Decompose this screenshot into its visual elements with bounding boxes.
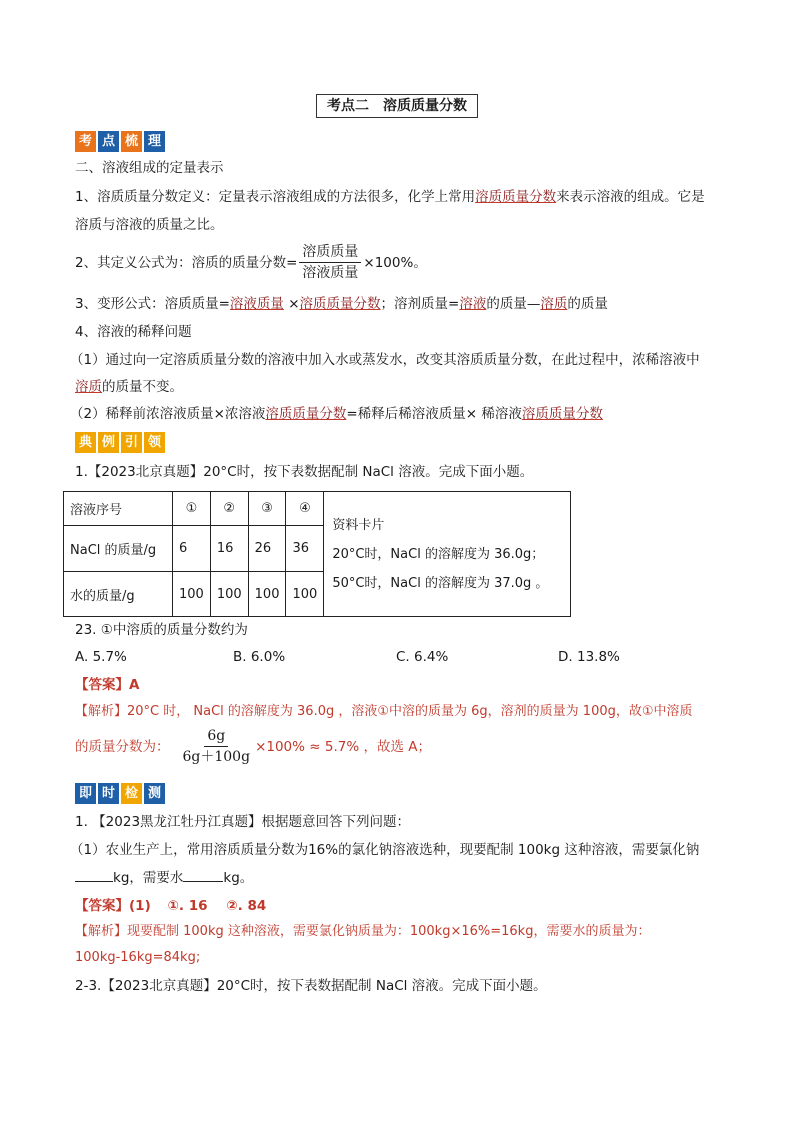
table-cell: 100 [286,572,324,617]
section-heading: 二、溶液组成的定量表示 [75,160,224,176]
paragraph-6: （2）稀释前浓溶液质量×浓溶液溶质质量分数=稀释后稀溶液质量× 稀溶液溶质质量分数 [70,406,603,422]
analysis-fraction: $\frac{6g}{6g+100g}$ [182,728,251,765]
option-a: A. 5.7% [75,649,127,665]
info-card-line: 20°C时，NaCl 的溶解度为 36.0g； [332,546,545,562]
paragraph-5-cont: 溶质的质量不变。 [75,379,183,395]
option-b: B. 6.0% [233,649,286,665]
paragraph-3: 3、变形公式：溶质质量=溶液质量 ×溶质质量分数；溶剂质量=溶液的质量—溶质的质量 [75,296,608,312]
badge-char: 考 [75,131,96,152]
section-badge-kaodian [75,131,165,152]
table-header-cell: ③ [248,492,286,526]
table-cell: 100 [248,572,286,617]
answer-blank[interactable] [183,881,223,882]
table-header-cell: 溶液序号 [64,492,173,526]
answer-1: 【答案】A [75,677,140,693]
table-cell: 26 [248,526,286,572]
table-cell: 6 [173,526,211,572]
question-2-blanks: kg，需要水 kg。 [75,868,253,888]
table-header-cell: ④ [286,492,324,526]
badge-char: 检 [121,783,142,804]
badge-char: 例 [98,432,119,453]
badge-char: 梳 [121,131,142,152]
badge-char: 典 [75,432,96,453]
question-23: 23. ①中溶质的质量分数约为 [75,622,248,638]
paragraph-4: 4、溶液的稀释问题 [75,324,192,340]
badge-char: 领 [144,432,165,453]
table-cell: 100 [173,572,211,617]
analysis-2-cont: 100kg-16kg=84kg; [75,950,201,965]
table-header-cell: ① [173,492,211,526]
answer-2: 【答案】(1) ①. 16 ②. 84 [75,898,267,914]
badge-char: 引 [121,432,142,453]
formula-definition: 2、其定义公式为：溶质的质量分数= $\frac{\text{溶质质量}}{\text{溶液质量}}$ ×100%。 [75,244,427,281]
data-table [63,491,571,617]
option-d: D. 13.8% [558,649,620,665]
badge-char: 测 [144,783,165,804]
section-badge-jishi [75,783,165,804]
badge-char: 理 [144,131,165,152]
badge-char: 点 [98,131,119,152]
table-cell: 16 [210,526,248,572]
table-cell: 水的质量/g [64,572,173,617]
paragraph-5: （1）通过向一定溶质质量分数的溶液中加入水或蒸发水，改变其溶质质量分数，在此过程中，浓稀溶液中 [70,352,700,368]
info-card-line: 50°C时，NaCl 的溶解度为 37.0g 。 [332,575,549,591]
page-title: 考点二 溶质质量分数 [316,94,478,118]
question-3: 2-3.【2023北京真题】20°C时，按下表数据配制 NaCl 溶液。完成下面小题。 [75,978,547,994]
table-cell: 36 [286,526,324,572]
option-c: C. 6.4% [396,649,449,665]
table-header-cell: ② [210,492,248,526]
badge-char: 即 [75,783,96,804]
section-badge-dianli [75,432,165,453]
analysis-2: 【解析】现要配制 100kg 这种溶液，需要氯化钠质量为：100kg×16%=16kg，需要水的质量为： [75,924,651,939]
table-cell: 100 [210,572,248,617]
question-2: 1. 【2023黑龙江牡丹江真题】根据题意回答下列问题： [75,814,411,830]
info-card [324,492,571,617]
analysis-1-formula: 的质量分数为： $\frac{6g}{6g+100g}$ ×100% ≈ 5.7% ，故选 A； [75,728,431,765]
table-cell: NaCl 的质量/g [64,526,173,572]
analysis-1: 【解析】20°C 时， NaCl 的溶解度为 36.0g ，溶液①中溶的质量为 6g，溶剂的质量为 100g，故①中溶质 [75,704,693,719]
question-2-part1: （1）农业生产上，常用溶质质量分数为16%的氯化钠溶液选种，现要配制 100kg 这种溶液，需要氯化钠 [70,842,700,858]
paragraph-1: 1、溶质质量分数定义：定量表示溶液组成的方法很多，化学上常用溶质质量分数来表示溶液的组成。它是 [75,189,705,205]
table-row [64,492,571,526]
formula-fraction: $\frac{\text{溶质质量}}{\text{溶液质量}}$ [299,243,361,282]
info-card-title: 资料卡片 [332,517,385,533]
badge-char: 时 [98,783,119,804]
answer-blank[interactable] [75,881,113,882]
paragraph-1-cont: 溶质与溶液的质量之比。 [75,217,224,233]
question-1: 1.【2023北京真题】20°C时，按下表数据配制 NaCl 溶液。完成下面小题。 [75,464,534,480]
